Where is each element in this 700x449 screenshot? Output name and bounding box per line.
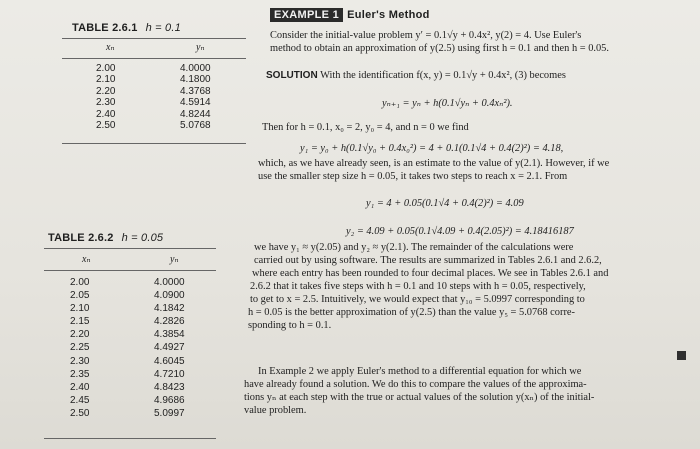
table-cell: 4.8423 — [154, 381, 185, 393]
table-cell: 4.3854 — [154, 329, 185, 341]
table-cell: 2.10 — [70, 303, 90, 315]
table-bottom-rule — [62, 143, 246, 144]
end-of-example-square-icon — [677, 351, 686, 360]
table-cell: 2.20 — [96, 85, 116, 97]
table-cell: 4.9686 — [154, 394, 185, 406]
solution-text: With the identification f(x, y) = 0.1√y + 0.4x², (3) becomes — [320, 70, 566, 81]
table-col-header-x: xₙ — [106, 42, 115, 53]
example-heading — [270, 9, 430, 21]
table-top-rule — [44, 248, 216, 249]
table-1-y-column — [180, 63, 211, 131]
table-col-header-x: xₙ — [82, 254, 91, 265]
table-cell: 2.00 — [96, 63, 116, 74]
solution-paragraph — [266, 70, 566, 82]
table-step-size: h = 0.1 — [145, 22, 181, 34]
table-cell: 2.00 — [70, 277, 90, 288]
table-cell: 2.45 — [70, 394, 90, 406]
table-2-6-2-title — [48, 232, 163, 244]
table-cell: 2.20 — [70, 329, 90, 341]
table-step-size: h = 0.05 — [121, 232, 164, 244]
table-col-header-y: yₙ — [170, 254, 179, 265]
table-cell: 4.3768 — [180, 85, 211, 97]
table-cell: 2.30 — [70, 355, 90, 367]
equation-y2-half-step: y₂ = 4.09 + 0.05(0.1√4.09 + 0.4(2.05)²) = 4.18416187 — [346, 226, 574, 237]
paragraph-line: In Example 2 we apply Euler's method to a differential equation for which we — [258, 366, 582, 377]
table-cell: 4.4927 — [154, 342, 185, 354]
table-title-text: TABLE 2.6.1 — [72, 22, 138, 34]
paragraph-line: value problem. — [244, 405, 307, 416]
table-cell: 2.50 — [96, 120, 116, 132]
table-cell: 4.8244 — [180, 108, 211, 120]
table-cell: 4.0000 — [154, 277, 185, 288]
table-cell: 2.40 — [96, 108, 116, 120]
example-intro-line-2: method to obtain an approximation of y(2.5) using first h = 0.1 and then h = 0.05. — [270, 43, 609, 54]
table-2-x-column — [70, 276, 89, 420]
table-header-rule — [62, 58, 246, 59]
table-cell: 5.0997 — [154, 407, 185, 419]
example-intro-line-1: Consider the initial-value problem y′ = 0.1√y + 0.4x², y(2) = 4. Use Euler's — [270, 30, 582, 41]
table-cell: 2.40 — [70, 381, 90, 393]
table-2-6-1-title — [72, 22, 181, 34]
paragraph-line: carried out by using software. The results are summarized in Tables 2.6.1 and 2.6.2, — [254, 255, 602, 266]
table-cell: 2.30 — [96, 97, 116, 109]
table-cell: 2.50 — [70, 407, 90, 419]
table-cell: 2.35 — [70, 368, 90, 380]
then-line: Then for h = 0.1, x₀ = 2, y₀ = 4, and n = 0 we find — [262, 122, 469, 133]
solution-label: SOLUTION — [266, 70, 318, 81]
paragraph-line: 2.6.2 that it takes five steps with h = 0.1 and 10 steps with h = 0.05, respectively, — [250, 281, 586, 292]
table-cell: 2.10 — [96, 74, 116, 86]
table-cell: 2.25 — [70, 342, 90, 354]
table-bottom-rule — [44, 438, 216, 439]
paragraph-line: we have y₁ ≈ y(2.05) and y₂ ≈ y(2.1). The remainder of the calculations were — [254, 242, 574, 253]
table-cell: 4.1842 — [154, 303, 185, 315]
equation-y1-half-step: y₁ = 4 + 0.05(0.1√4 + 0.4(2)²) = 4.09 — [366, 198, 524, 209]
paragraph-line: h = 0.05 is the better approximation of y(2.5) than the value y₅ = 5.0768 corre- — [248, 307, 575, 318]
table-header-rule — [44, 270, 216, 271]
table-col-header-y: yₙ — [196, 42, 205, 53]
table-cell: 2.15 — [70, 316, 90, 328]
equation-y1: y₁ = y₀ + h(0.1√y₀ + 0.4x₀²) = 4 + 0.1(0.1√4 + 0.4(2)²) = 4.18, — [300, 143, 564, 154]
paragraph-line: have already found a solution. We do this to compare the values of the approxima- — [244, 379, 587, 390]
table-2-y-column — [154, 276, 185, 420]
paragraph-line: sponding to h = 0.1. — [248, 320, 332, 331]
table-cell: 4.0900 — [154, 290, 185, 302]
table-cell: 5.0768 — [180, 120, 211, 132]
table-cell: 4.0000 — [180, 63, 211, 74]
table-cell: 4.6045 — [154, 355, 185, 367]
euler-recurrence-equation: yₙ₊₁ = yₙ + h(0.1√yₙ + 0.4xₙ²). — [382, 98, 513, 109]
table-cell: 4.5914 — [180, 97, 211, 109]
table-cell: 2.05 — [70, 290, 90, 302]
table-cell: 4.7210 — [154, 368, 185, 380]
paragraph-line: to get to x = 2.5. Intuitively, we would expect that y₁₀ = 5.0997 corresponding to — [250, 294, 585, 305]
table-top-rule — [62, 38, 246, 39]
table-title-text: TABLE 2.6.2 — [48, 232, 114, 244]
example-badge: EXAMPLE 1 — [270, 8, 343, 22]
which-line-2: use the smaller step size h = 0.05, it takes two steps to reach x = 2.1. From — [258, 171, 568, 182]
paragraph-line: where each entry has been rounded to four decimal places. We see in Tables 2.6.1 and — [252, 268, 609, 279]
which-line-1: which, as we have already seen, is an estimate to the value of y(2.1). However, if we — [258, 158, 610, 169]
table-cell: 4.2826 — [154, 316, 185, 328]
table-1-x-column — [96, 63, 115, 131]
table-cell: 4.1800 — [180, 74, 211, 86]
example-title: Euler's Method — [347, 9, 430, 21]
paragraph-line: tions yₙ at each step with the true or actual values of the solution y(xₙ) of the initial- — [244, 392, 595, 403]
